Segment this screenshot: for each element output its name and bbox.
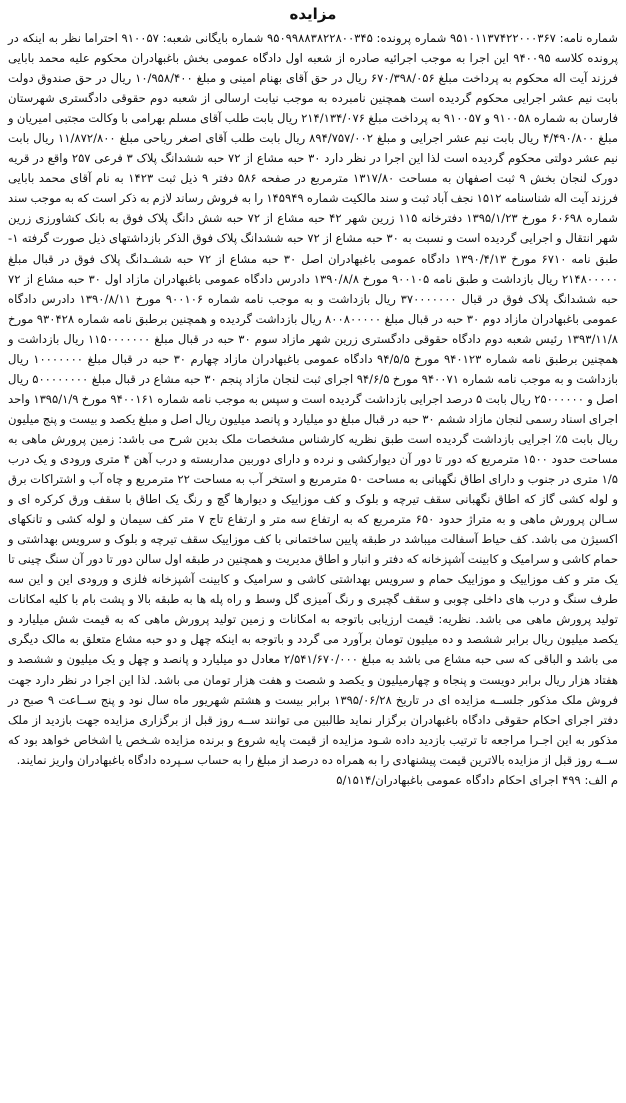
notice-footer: م الف: ۴۹۹ اجرای احکام دادگاه عمومی باغبهادران/۵/۱۵۱۴ [336, 772, 618, 787]
notice-body: شماره نامه: ۹۵۱۰۱۱۳۷۴۲۲۰۰۰۳۶۷ شماره پرونده: ۹۵۰۹۹۸۸۳۸۲۲۸۰۰۳۴۵ شماره بایگانی شعبه: ۹۱۰۰۵۷ احتراما نظر به اینکه در پرونده کلاسه ۹۴۰۰۹۵ این اجرا به موجب اجرائیه صادره از شعبه اول دادگاه عمومی بخش باغبهادران محکوم علیه محمد بابایی فرزند آیت اله محکوم به پرداخت مبلغ ۶۷۰/۳۹۸/۰۵۶ ریال در حق آقای بهنام امینی و مبلغ ۱۰/۹۵۸/۴۰۰ ریال در حق صندوق دولت بابت نیم عشر اجرایی محکوم گردیده است همچنین نامبرده به موجب نیابت ارسالی از شعبه دوم حقوقی دادگستری شهرستان فارسان به شماره ۹۱۰۰۵۸ و ۹۱۰۰۵۷ به پرداخت مبلغ ۲۱۴/۱۳۴/۰۷۶ ریال بابت طلب آقای مسلم بهرامی با وکالت مجتبی امیریان و مبلغ ۴/۴۹۰/۸۰۰ ریال بابت نیم عشر اجرایی و مبلغ ۸۹۴/۷۵۷/۰۰۲ ریال بابت طلب آقای اصغر ریاحی مبلغ ۱۱/۸۷۲/۸۰۰ ریال بابت نیم عشر دولتی محکوم گردیده است لذا این اجرا در نظر دارد ۳۰ حبه مشاع از ۷۲ حبه ششدانگ پلاک ۳ فرعی ۲۵۷ واقع در قریه دورک لنجان بخش ۹ ثبت اصفهان به مساحت ۱۳۱۷/۸۰ مترمربع در صفحه ۵۸۶ دفتر ۹ ذیل ثبت ۱۴۲۳ به نام آقای محمد بابایی فرزند آیت اله شناسنامه ۱۵۱۲ نجف آباد ثبت و سند مالکیت شماره ۱۴۵۹۴۹ را به فروش رساند لازم به ذکر است که به موجب سند شماره ۶۰۶۹۸ مورخ ۱۳۹۵/۱/۲۳ دفترخانه ۱۱۵ زرین شهر ۴۲ حبه مشاع از ۷۲ حبه شش دانگ پلاک فوق به بانک کشاورزی زرین شهر انتقال و اجرایی گردیده است و نسبت به ۳۰ حبه مشاع از ۷۲ حبه ششدانگ پلاک فوق الذکر بازداشتهای ذیل صورت گرفته ۱- طبق نامه ۶۷۱۰ مورخ ۱۳۹۰/۴/۱۳ دادگاه عمومی باغبهادران اصل ۳۰ حبه مشاع از ۷۲ حبه ششـدانگ پلاک فوق در قبال مبلغ ۲۱۴۸۰۰۰۰۰ ریال بازداشت و طبق نامه ۹۰۰۱۰۵ مورخ ۱۳۹۰/۸/۸ دادرس دادگاه عمومی باغبهادران مازاد اول ۳۰ حبه مشاع از ۷۲ حبه ششدانگ پلاک فوق در قبال ۳۷۰۰۰۰۰۰۰ ریال بازداشت و به موجب نامه شماره ۹۰۰۱۰۶ مورخ ۱۳۹۰/۸/۱۱ دادرس دادگاه عمومی باغبهادران مازاد دوم ۳۰ حبه در قبال مبلغ ۸۰۰۸۰۰۰۰۰ ریال بازداشت گردیده و همچنین برطبق نامه شماره ۹۳۰۴۲۸ مورخ ۱۳۹۳/۱۱/۸ رئیس شعبه دوم دادگاه حقوقی دادگستری زرین شهر مازاد سوم ۳۰ حبه در قبال مبلغ ۱۱۵۰۰۰۰۰۰۰ ریال بازداشت و همچنین برطبق نامه شماره ۹۴۰۱۲۳ مورخ ۹۴/۵/۵ دادگاه عمومی باغبهادران مازاد چهارم ۳۰ حبه در قبال مبلغ ۱۰۰۰۰۰۰۰ ریال بازداشت و به موجب نامه شماره ۹۴۰۰۷۱ مورخ ۹۴/۶/۵ اجرای ثبت لنجان مازاد پنجم ۳۰ حبه مشاع در قبال مبلغ ۵۰۰۰۰۰۰۰۰ ریال اصل و ۲۵۰۰۰۰۰۰ ریال بابت ۵ درصد اجرایی بازداشت گردیده است و سپس به موجب نامه شماره ۹۴۰۰۱۶۱ مورخ ۱۳۹۵/۱/۹ واحد اجرای اسناد رسمی لنجان مازاد ششم ۳۰ حبه در قبال مبلغ دو میلیارد و پانصد میلیون ریال اصل و مبلغ یکصد و بیست و پنج میلیون ریال بابت ۵٪ اجرایی بازداشت گردیده است طبق نظریه کارشناس مشخصات ملک بدین شرح می باشد: زمین پرورش ماهی به مساحت حدود ۱۵۰۰ مترمربع که دور تا دور آن دیوارکشی و نرده و دارای دوربین مداربسته و درب آهن ۴ متری ورودی و یک درب ۱/۵ متری در جنوب و دارای اطاق نگهبانی به مساحت ۵۰ مترمربع و استخر آب به مساحت ۲۲ مترمربع و چاه آب و اشتراکات برق و لوله کشی گاز که اطاق نگهبانی سقف تیرچه و بلوک و کف موزاییک و دیوارها گچ و رنگ یک اطاق با سقف ورق کرکره ای و سـالن پرورش ماهی و به متراژ حدود ۶۵۰ مترمربع که به ارتفاع سه متر و ارتفاع تاج ۷ متر کف سیمان و لوله کشی و تانکهای اکسیژن می باشد. کف حیاط آسفالت میباشد در طبقه پایین ساختمانی با کف موزاییک سقف تیرچه و بلوک و سرویس بهداشتی و حمام کاشی و سرامیک و کابینت آشپزخانه که دفتر و انبار و اطاق مدیریت و همچنین در طبقه اول سالن دور تا دور آن سنگ چینی تا یک متر و کف موزاییک و موزاییک حمام و سرویس بهداشتی کاشی و سرامیک و کابینت آشپزخانه فلزی و ورودی این و این سه طرف سنگ و درب های داخلی چوبی و سقف گچبری و رنگ آمیزی گل وسط و راه پله ها به طبقه بالا و پشت بام با کلیه امکانات تولید پرورش ماهی می باشد. نظریه: قیمت ارزیابی باتوجه به امکانات و زمین تولید پرورش ماهی که به قیمت شش میلیارد و یکصد میلیون ریال برابر ششصد و ده میلیون تومان برآورد می گردد و باتوجه به اینکه چهل و دو حبه مشاع متعلق به مالک دیگری می باشد و الباقی که سی حبه مشاع می باشد به مبلغ ۲/۵۴۱/۶۷۰/۰۰۰ معادل دو میلیارد و پانصد و چهل و یک میلیون و ششصد و هفتاد هزار ریال برابر دویست و پنجاه و چهارمیلیون و یکصد و شصت و هفت هزار تومان می باشد. لذا این اجرا در نظر دارد جهت فروش ملک مذکور جلســه مزایده ای در تاریخ ۱۳۹۵/۰۶/۲۸ برابر بیست و هشتم شهریور ماه سال نود و پنج ســاعت ۹ صبح در دفتر اجرای احکام حقوقی دادگاه باغبهادران برگزار نماید طالبین می توانند ســه روز قبل از برگزاری مزایده جهت بازدید از ملک مذکور به این اجـرا مراجعه تا ترتیب بازدید داده شـود مزایده از قیمت پایه شروع و برنده مزایده شـخص یا اشخاص خواهد بود که ســه روز قبل از مزایده بالاترین قیمت پیشنهادی را به همراه ده درصد از مبلغ را به حساب سـپرده دادگاه باغبهادران واریز نمایند. [8, 31, 619, 767]
notice-title: مزایده [289, 5, 337, 23]
